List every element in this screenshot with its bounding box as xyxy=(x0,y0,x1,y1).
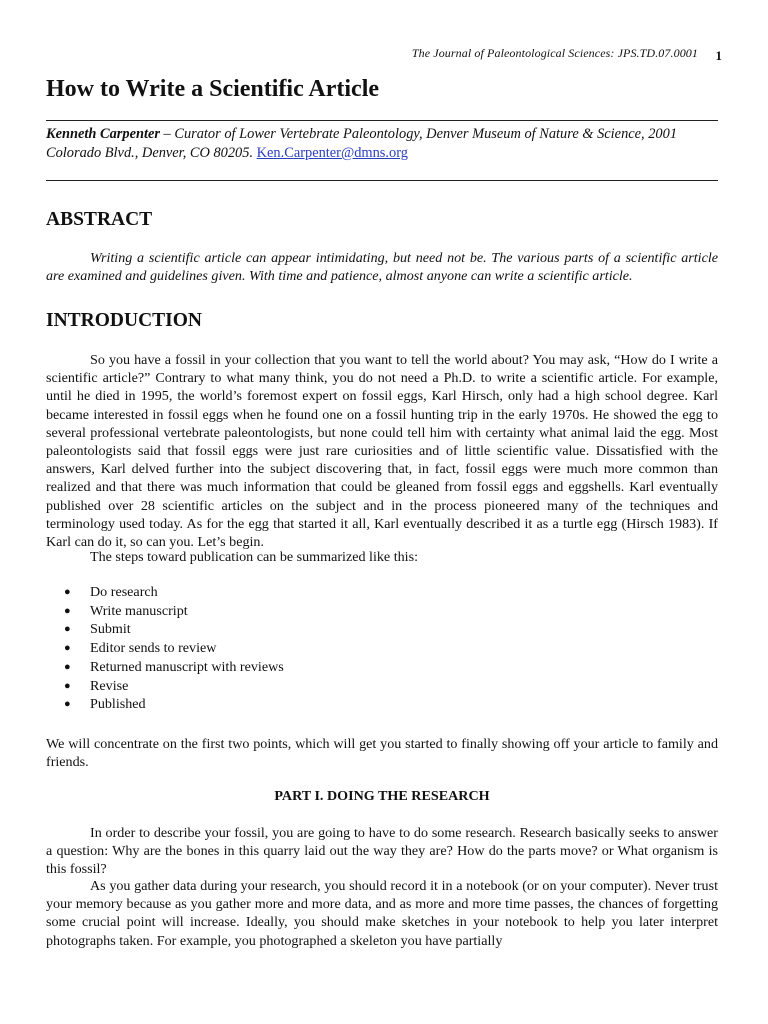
bullet-icon: ● xyxy=(64,698,71,711)
list-item xyxy=(46,639,284,658)
introduction-paragraph-3: We will concentrate on the first two points, which will get you started to finally showing off your article to family and friends. xyxy=(46,736,718,771)
step-label: Revise xyxy=(90,677,129,694)
bullet-icon: ● xyxy=(64,586,71,598)
author-email-link[interactable]: Ken.Carpenter@dmns.org xyxy=(256,145,408,161)
running-head: The Journal of Paleontological Sciences: JPS.TD.07.0001 xyxy=(411,46,698,60)
page-number: 1 xyxy=(715,48,722,63)
list-item xyxy=(46,583,284,602)
author-byline xyxy=(46,125,718,163)
bullet-icon: ● xyxy=(64,679,71,692)
step-label: Published xyxy=(90,696,146,713)
list-item xyxy=(46,695,284,714)
introduction-paragraph-2: The steps toward publication can be summarized like this: xyxy=(90,549,418,565)
introduction-heading: INTRODUCTION xyxy=(46,310,203,331)
bullet-icon: ● xyxy=(64,604,71,617)
list-item xyxy=(46,658,284,677)
introduction-paragraph-1: So you have a fossil in your collection that you want to tell the world about? You may ask, “How do I write a scientific article?” Contrary to what many think, you do not need a Ph.D. to write a scientific article. For example, until he died in 1995, the world’s foremost expert on fossil eggs, Karl Hirsch, only had a high school degree. Karl became interested in fossil eggs when he found one on a fossil hunting trip in the early 1970s. He showed the egg to several professional vertebrate paleontologists, but none could tell him with certainty what animal laid the egg. Most paleontologists said that fossil eggs were just rare curiosities and of little scientific value. Dissatisfied with the answers, Karl delved further into the subject discovering that, in fact, fossil eggs were much more common than realized and that there was much information that could be gleaned from fossil eggs and eggshells. Karl eventually published over 28 scientific articles on the subject and in the process pioneered many of the techniques and terminology used today. As for the egg that started it all, Karl eventually described it as a turtle egg (Hirsch 1983). If Karl can do it, so can you. Let’s begin. xyxy=(46,352,718,551)
list-item xyxy=(46,620,284,639)
step-label: Submit xyxy=(90,621,131,638)
title-divider-top xyxy=(46,120,718,121)
author-name: Kenneth Carpenter xyxy=(46,126,160,142)
article-title: How to Write a Scientific Article xyxy=(46,76,380,102)
step-label: Do research xyxy=(90,584,158,600)
title-divider-bottom xyxy=(46,180,718,181)
bullet-icon: ● xyxy=(64,623,71,636)
list-item xyxy=(46,602,284,621)
author-affiliation: – Curator of Lower Vertebrate Paleontology, Denver Museum of Nature & Science, 2001 Colorado Blvd., Denver, CO 80205. xyxy=(46,126,678,161)
publication-steps-list xyxy=(46,583,284,714)
part-1-heading: PART I. DOING THE RESEARCH xyxy=(274,788,490,804)
bullet-icon: ● xyxy=(64,642,71,655)
step-label: Write manuscript xyxy=(90,602,188,619)
abstract-heading: ABSTRACT xyxy=(46,209,153,230)
bullet-icon: ● xyxy=(64,660,71,673)
part-1-paragraph-2: As you gather data during your research, you should record it in a notebook (or on your computer). Never trust your memory because as you gather more and more data, and as more and more time passes, the chances of forgetting some crucial point will increase. Ideally, you should make sketches in your notebook to help you later interpret photographs taken. For example, you photographed a skeleton you have partially xyxy=(46,878,718,949)
list-item xyxy=(46,677,284,696)
part-1-paragraph-1: In order to describe your fossil, you are going to have to do some research. Research basically seeks to answer a question: Why are the bones in this quarry laid out the way they are? How do the parts move? or What organism is this fossil? xyxy=(46,825,718,878)
abstract-text: Writing a scientific article can appear intimidating, but need not be. The various parts of a scientific article are examined and guidelines given. With time and patience, almost anyone can write a scientific article. xyxy=(46,250,718,285)
step-label: Editor sends to review xyxy=(90,640,217,657)
step-label: Returned manuscript with reviews xyxy=(90,658,284,675)
